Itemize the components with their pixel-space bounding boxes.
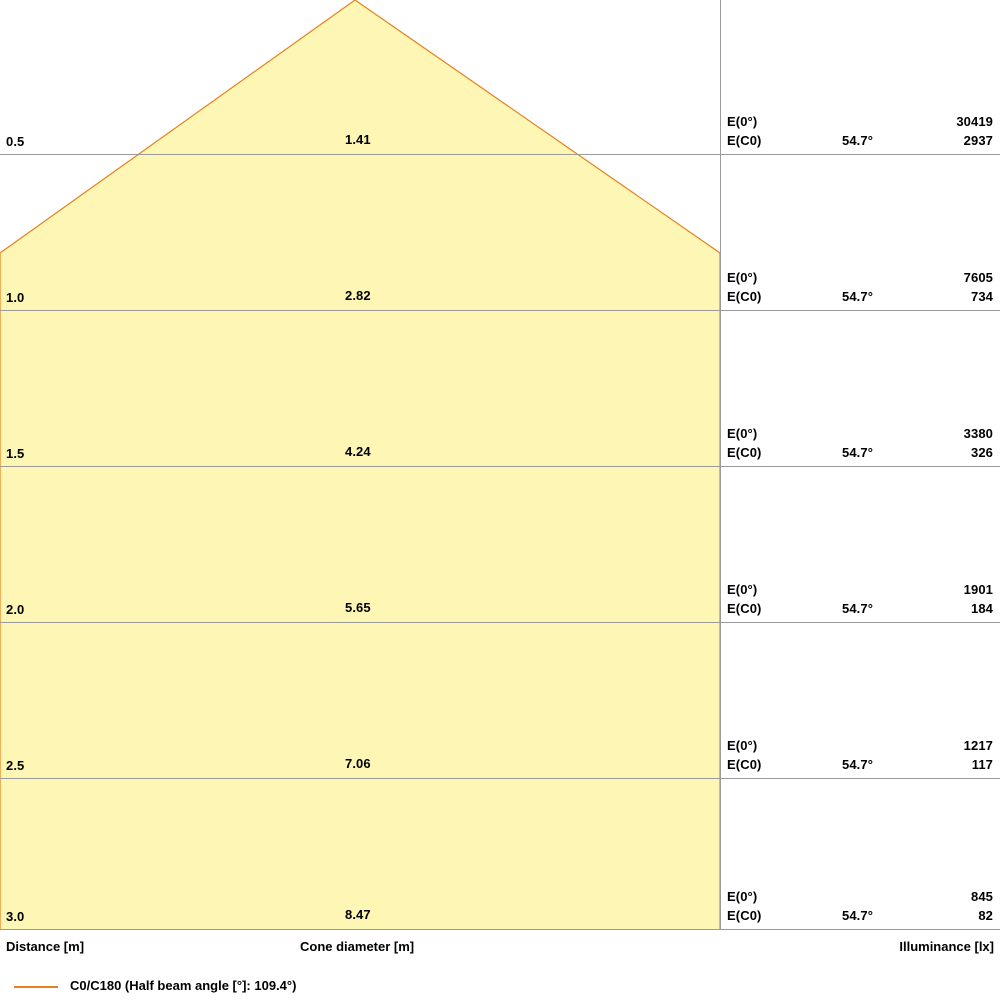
ec0-value: 2937 (963, 133, 993, 148)
distance-label: 0.5 (6, 134, 25, 149)
e0-value: 3380 (963, 426, 993, 441)
e0-value: 30419 (956, 114, 993, 129)
cone-diameter-label: 1.41 (345, 132, 371, 147)
cone-diameter-label: 5.65 (345, 600, 371, 615)
e0-key: E(0°) (727, 889, 758, 904)
ec0-key: E(C0) (727, 601, 762, 616)
ec0-angle: 54.7° (842, 133, 874, 148)
table-divider (720, 0, 721, 930)
cone-diameter-axis-caption: Cone diameter [m] (300, 939, 415, 954)
e0-key: E(0°) (727, 270, 758, 285)
ec0-key: E(C0) (727, 757, 762, 772)
cone-diameter-label: 7.06 (345, 756, 371, 771)
ec0-angle: 54.7° (842, 445, 874, 460)
distance-label: 3.0 (6, 909, 25, 924)
grid-line (0, 310, 1000, 311)
ec0-angle: 54.7° (842, 908, 874, 923)
ec0-key: E(C0) (727, 289, 762, 304)
ec0-value: 82 (978, 908, 993, 923)
e0-key: E(0°) (727, 114, 758, 129)
axis-caption-row (0, 930, 1000, 964)
cone-diameter-label: 4.24 (345, 444, 371, 459)
legend (0, 975, 1000, 1000)
e0-value: 7605 (963, 270, 993, 285)
ec0-key: E(C0) (727, 908, 762, 923)
legend-entry-label: C0/C180 (Half beam angle [°]: 109.4°) (70, 978, 297, 993)
ec0-value: 734 (971, 289, 993, 304)
grid-line (0, 466, 1000, 467)
distance-label: 2.0 (6, 602, 25, 617)
grid-line (0, 154, 1000, 155)
ec0-angle: 54.7° (842, 601, 874, 616)
e0-value: 1901 (963, 582, 993, 597)
e0-value: 845 (971, 889, 993, 904)
distance-label: 1.5 (6, 446, 25, 461)
ec0-angle: 54.7° (842, 757, 874, 772)
distance-axis-caption: Distance [m] (6, 939, 85, 954)
distance-label: 2.5 (6, 758, 25, 773)
grid-line (0, 622, 1000, 623)
ec0-value: 117 (971, 757, 993, 772)
e0-key: E(0°) (727, 426, 758, 441)
grid-line (0, 778, 1000, 779)
cone-diameter-label: 2.82 (345, 288, 371, 303)
ec0-key: E(C0) (727, 445, 762, 460)
e0-key: E(0°) (727, 582, 758, 597)
distance-label: 1.0 (6, 290, 25, 305)
ec0-key: E(C0) (727, 133, 762, 148)
legend-color-swatch (14, 986, 58, 988)
e0-value: 1217 (963, 738, 993, 753)
ec0-value: 326 (971, 445, 993, 460)
ec0-value: 184 (971, 601, 993, 616)
e0-key: E(0°) (727, 738, 758, 753)
illuminance-axis-caption: Illuminance [lx] (899, 939, 994, 954)
ec0-angle: 54.7° (842, 289, 874, 304)
cone-diameter-label: 8.47 (345, 907, 371, 922)
